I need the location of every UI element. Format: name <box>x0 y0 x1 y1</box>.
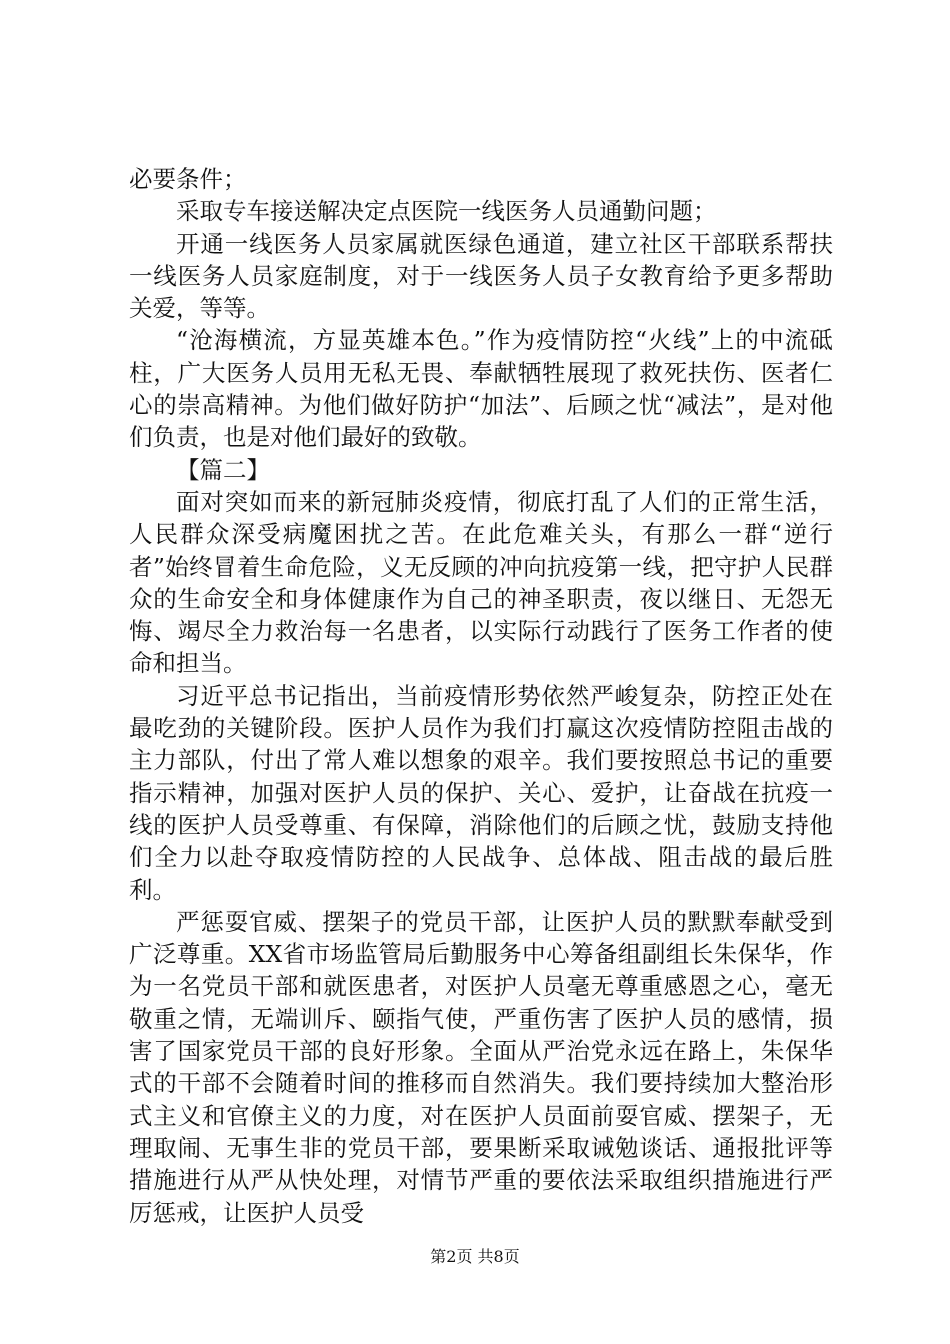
paragraph-1: 必要条件； <box>129 165 247 193</box>
section-heading: 【篇二】 <box>176 455 270 484</box>
page-footer: 第2页 共8页 <box>430 1247 520 1266</box>
paragraph-6: 习近平总书记指出，当前疫情形势依然严峻复杂，防控正处在最吃劲的关键阶段。医护人员作为我们打赢这次疫情防控阻击战的主力部队，付出了常人难以想象的艰辛。我们要按照总书记的重要指示精神，加强对医护人员的保护、关心、爱护，让奋战在抗疫一线的医护人员受尊重、有保障，消除他们的后顾之忧，鼓励支持他们全力以赴夺取疫情防控的人民战争、总体战、阻击战的最后胜利。 <box>129 681 833 904</box>
paragraph-4: “沧海横流，方显英雄本色。”作为疫情防控“火线”上的中流砥柱，广大医务人员用无私无畏、奉献牺牲展现了救死扶伤、医者仁心的崇高精神。为他们做好防护“加法”、后顾之忧“减法”，是对他们负责，也是对他们最好的致敬。 <box>129 326 833 452</box>
paragraph-5: 面对突如而来的新冠肺炎疫情，彻底打乱了人们的正常生活，人民群众深受病魔困扰之苦。在此危难关头，有那么一群“逆行者”始终冒着生命危险，义无反顾的冲向抗疫第一线，把守护人民群众的生命安全和身体健康作为自己的神圣职责，夜以继日、无怨无悔、竭尽全力救治每一名患者，以实际行动践行了医务工作者的使命和担当。 <box>129 487 833 678</box>
paragraph-2: 采取专车接送解决定点医院一线医务人员通勤问题； <box>176 197 717 226</box>
paragraph-7: 严惩耍官威、摆架子的党员干部，让医护人员的默默奉献受到广泛尊重。XX省市场监管局后勤服务中心筹备组副组长朱保华，作为一名党员干部和就医患者，对医护人员毫无尊重感恩之心，毫无敬重之情，无端训斥、颐指气使，严重伤害了医护人员的感情，损害了国家党员干部的良好形象。全面从严治党永远在路上，朱保华式的干部不会随着时间的推移而自然消失。我们要持续加大整治形式主义和官僚主义的力度，对在医护人员面前耍官威、摆架子，无理取闹、无事生非的党员干部，要果断采取诫勉谈话、通报批评等措施进行从严从快处理，对情节严重的要依法采取组织措施进行严厉惩戒，让医护人员受 <box>129 907 833 1227</box>
document-body <box>129 163 833 1229</box>
paragraph-3: 开通一线医务人员家属就医绿色通道，建立社区干部联系帮扶一线医务人员家庭制度，对于一线医务人员子女教育给予更多帮助关爱，等等。 <box>129 229 833 323</box>
